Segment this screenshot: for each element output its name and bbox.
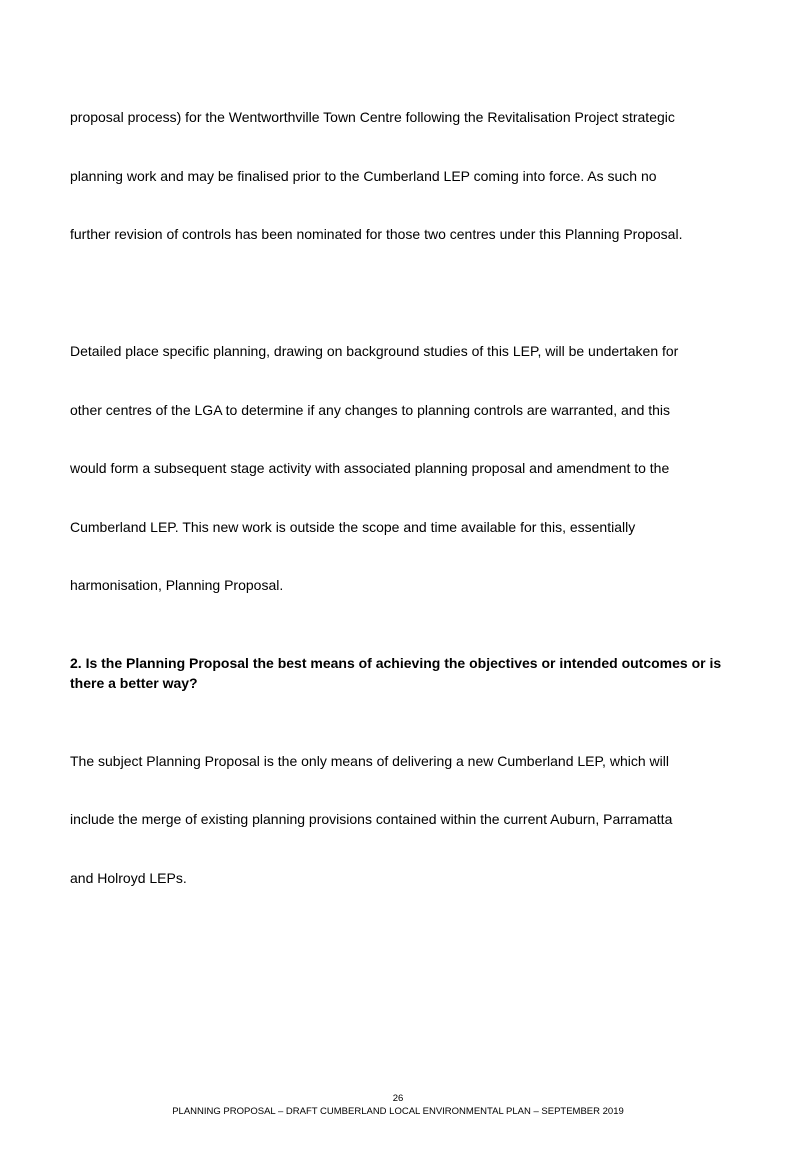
text-line: proposal process) for the Wentworthville Town Centre following the Revitalisation Project strategic [70,109,675,125]
document-body [70,69,730,927]
text-line: would form a subsequent stage activity with associated planning proposal and amendment to the [70,460,670,476]
text-line: Detailed place specific planning, drawing on background studies of this LEP, will be undertaken for [70,343,679,359]
text-line: and Holroyd LEPs. [70,869,187,886]
heading-line: there a better way? [70,674,198,691]
paragraph-place-specific-planning [70,303,730,635]
footer-title: PLANNING PROPOSAL – DRAFT CUMBERLAND LOCAL ENVIRONMENTAL PLAN – SEPTEMBER 2019 [172,1106,624,1117]
text-line: The subject Planning Proposal is the only means of delivering a new Cumberland LEP, which will [70,752,669,769]
text-line: include the merge of existing planning provisions contained within the current Auburn, Parramatta [70,811,673,827]
paragraph-centres-revision [70,69,730,284]
text-line: other centres of the LGA to determine if any changes to planning controls are warranted, and this [70,401,671,418]
text-line: harmonisation, Planning Proposal. [70,577,284,593]
page-number: 26 [392,1093,404,1104]
paragraph-planning-proposal-means [70,713,730,928]
text-line: planning work and may be finalised prior to the Cumberland LEP coming into force. As such no [70,167,657,184]
text-line: further revision of controls has been nominated for those two centres under this Planning Proposal. [70,226,683,242]
heading-line: 2. Is the Planning Proposal the best means of achieving the objectives or intended outcomes or is [70,655,722,671]
text-line: Cumberland LEP. This new work is outside the scope and time available for this, essentially [70,518,636,535]
section-heading-question-2 [70,654,730,693]
